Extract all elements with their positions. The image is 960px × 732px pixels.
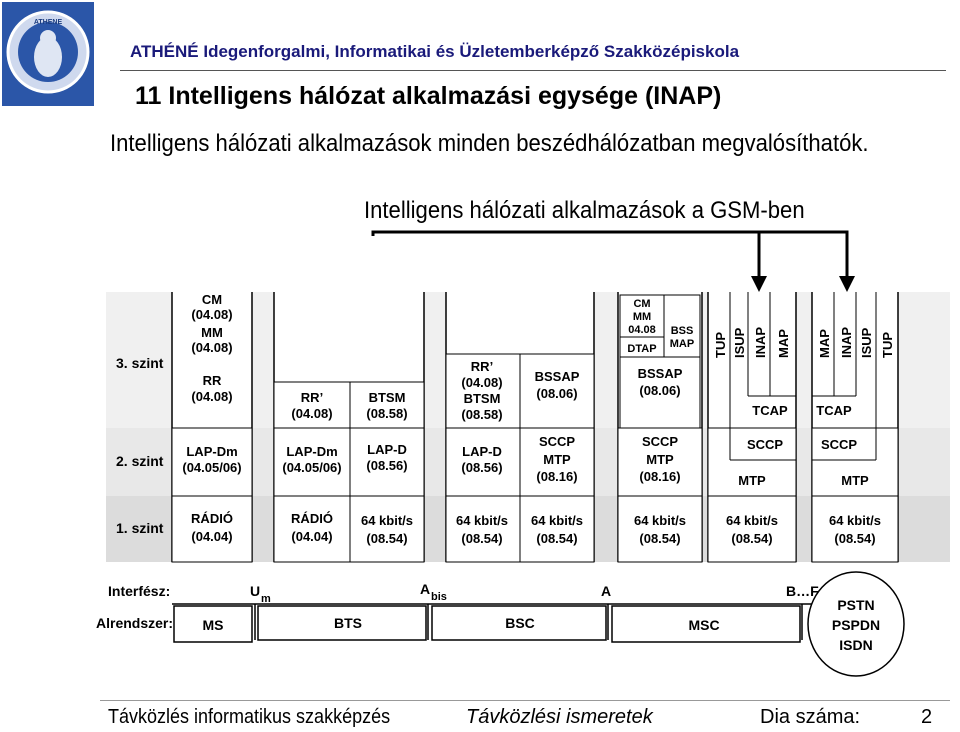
gsm-protocol-diagram [0, 230, 960, 700]
bts-radio: RÁDIÓ [291, 511, 333, 526]
ms-radio: RÁDIÓ [191, 511, 233, 526]
bts-lapd-ref: (08.56) [366, 458, 408, 473]
subsystem-pstn: PSTN [837, 597, 875, 613]
interface-um-sub: m [261, 593, 271, 605]
stack-2-tup: TUP [880, 332, 895, 358]
stack-1-mtp: MTP [738, 473, 766, 488]
stack-2-inap: INAP [839, 326, 854, 358]
bts-lapdm: LAP-Dm [286, 444, 338, 459]
bts-btsm: BTSM [368, 390, 406, 405]
bsc-rr-ref: (04.08) [461, 375, 503, 390]
msc-sccp: SCCP [641, 434, 679, 449]
subsystem-pspdn: PSPDN [831, 617, 881, 633]
subtitle: Intelligens hálózati alkalmazások minden beszédhálózatban megvalósíthatók. [110, 130, 869, 157]
bts-lapdm-ref: (04.05/06) [282, 460, 342, 475]
msc-cm: CM [633, 298, 651, 310]
subsystem-ms: MS [202, 617, 224, 633]
subsystem-isdn: ISDN [839, 637, 873, 653]
stack-2-mtp: MTP [841, 473, 869, 488]
bsc-rr: RR’ [470, 359, 494, 374]
msc-sccp-ref: (08.16) [639, 469, 681, 484]
stack-1-isup: ISUP [732, 327, 747, 358]
subsystem-msc: MSC [688, 617, 720, 633]
msc-mtp: MTP [646, 452, 674, 467]
bsc-kbit-2: 64 kbit/s [530, 513, 584, 528]
footer-slide-number: 2 [921, 706, 933, 728]
ms-mm: MM [201, 325, 223, 340]
footer-slide-label: Dia száma: [760, 706, 861, 728]
msc-dtap: DTAP [627, 343, 657, 355]
page-title: 11 Intelligens hálózat alkalmazási egysége (INAP) [135, 82, 722, 110]
stack-2-isup: ISUP [859, 327, 874, 358]
school-logo [2, 2, 94, 106]
footer-subject: Távközlési ismeretek [466, 706, 653, 728]
interface-abis: A [420, 581, 431, 597]
level-3-label: 3. szint [116, 355, 164, 371]
stack-1-tcap: TCAP [752, 403, 788, 418]
interface-label: Interfész: [108, 583, 171, 599]
bts-radio-ref: (04.04) [291, 529, 333, 544]
bts-column [274, 292, 424, 562]
bracket-arrows [373, 232, 855, 292]
bsc-mtp: MTP [543, 452, 571, 467]
bsc-bssap-ref: (08.06) [536, 386, 578, 401]
interface-abis-sub: bis [431, 591, 447, 603]
stack-2-kbit: 64 kbit/s [828, 513, 882, 528]
subsystems-row [96, 572, 904, 676]
msc-cm-ref: 04.08 [628, 324, 656, 336]
msc-mm: MM [632, 311, 652, 323]
bts-lapd: LAP-D [367, 442, 407, 457]
bsc-btsm: BTSM [463, 391, 501, 406]
header-rule [120, 70, 946, 71]
msc-kbit: 64 kbit/s [633, 513, 687, 528]
level-1-label: 1. szint [116, 520, 164, 536]
interface-um: U [250, 583, 261, 599]
logo-text: ATHENE [33, 19, 63, 26]
stack-1-map: MAP [776, 329, 791, 358]
ms-cm-ref: (04.08) [191, 307, 233, 322]
stack-1-inap: INAP [753, 326, 768, 358]
ms-lapdm-ref: (04.05/06) [182, 460, 242, 475]
ms-column [172, 292, 252, 562]
ms-lapdm: LAP-Dm [186, 444, 238, 459]
section-title: Intelligens hálózati alkalmazások a GSM-ben [364, 197, 805, 224]
stack-2-sccp: SCCP [820, 437, 858, 452]
bts-btsm-ref: (08.58) [366, 406, 408, 421]
footer-course: Távközlés informatikus szakképzés [108, 706, 391, 728]
msc-map: MAP [669, 338, 695, 350]
bts-kbit: 64 kbit/s [360, 513, 414, 528]
ms-radio-ref: (04.04) [191, 529, 233, 544]
level-2-label: 2. szint [116, 453, 164, 469]
footer-rule [100, 700, 950, 701]
stack-1 [708, 292, 796, 562]
bsc-btsm-ref: (08.58) [461, 407, 503, 422]
bsc-kbit-2-ref: (08.54) [536, 531, 578, 546]
stack-1-kbit-ref: (08.54) [731, 531, 773, 546]
bsc-lapd: LAP-D [462, 444, 502, 459]
stack-1-tup: TUP [713, 332, 728, 358]
bts-rr: RR’ [300, 390, 324, 405]
school-name: ATHÉNÉ Idegenforgalmi, Informatikai és Üzletemberképző Szakközépiskola [130, 42, 740, 61]
bsc-kbit-1-ref: (08.54) [461, 531, 503, 546]
bsc-kbit-1: 64 kbit/s [455, 513, 509, 528]
subsystem-bsc: BSC [505, 615, 535, 631]
bts-rr-ref: (04.08) [291, 406, 333, 421]
msc-bssap-ref: (08.06) [639, 383, 681, 398]
subsystem-bts: BTS [334, 615, 362, 631]
bts-kbit-ref: (08.54) [366, 531, 408, 546]
msc-bssap: BSSAP [637, 366, 683, 381]
ms-mm-ref: (04.08) [191, 340, 233, 355]
interface-a: A [601, 583, 612, 599]
ms-rr-ref: (04.08) [191, 389, 233, 404]
stack-2-map: MAP [817, 329, 832, 358]
ms-cm: CM [201, 292, 223, 307]
bsc-lapd-ref: (08.56) [461, 460, 503, 475]
stack-1-kbit: 64 kbit/s [725, 513, 779, 528]
bsc-bssap: BSSAP [534, 369, 580, 384]
bsc-sccp: SCCP [538, 434, 576, 449]
stack-2-tcap: TCAP [816, 403, 852, 418]
interface-bf: B…F [786, 583, 819, 599]
stack-2-kbit-ref: (08.54) [834, 531, 876, 546]
msc-bss: BSS [670, 325, 694, 337]
msc-column [618, 292, 702, 562]
bsc-column [446, 292, 594, 562]
stack-2 [812, 292, 898, 562]
subsystem-label: Alrendszer: [96, 615, 174, 631]
ms-rr: RR [202, 373, 222, 388]
msc-kbit-ref: (08.54) [639, 531, 681, 546]
bsc-sccp-ref: (08.16) [536, 469, 578, 484]
stack-1-sccp: SCCP [746, 437, 784, 452]
